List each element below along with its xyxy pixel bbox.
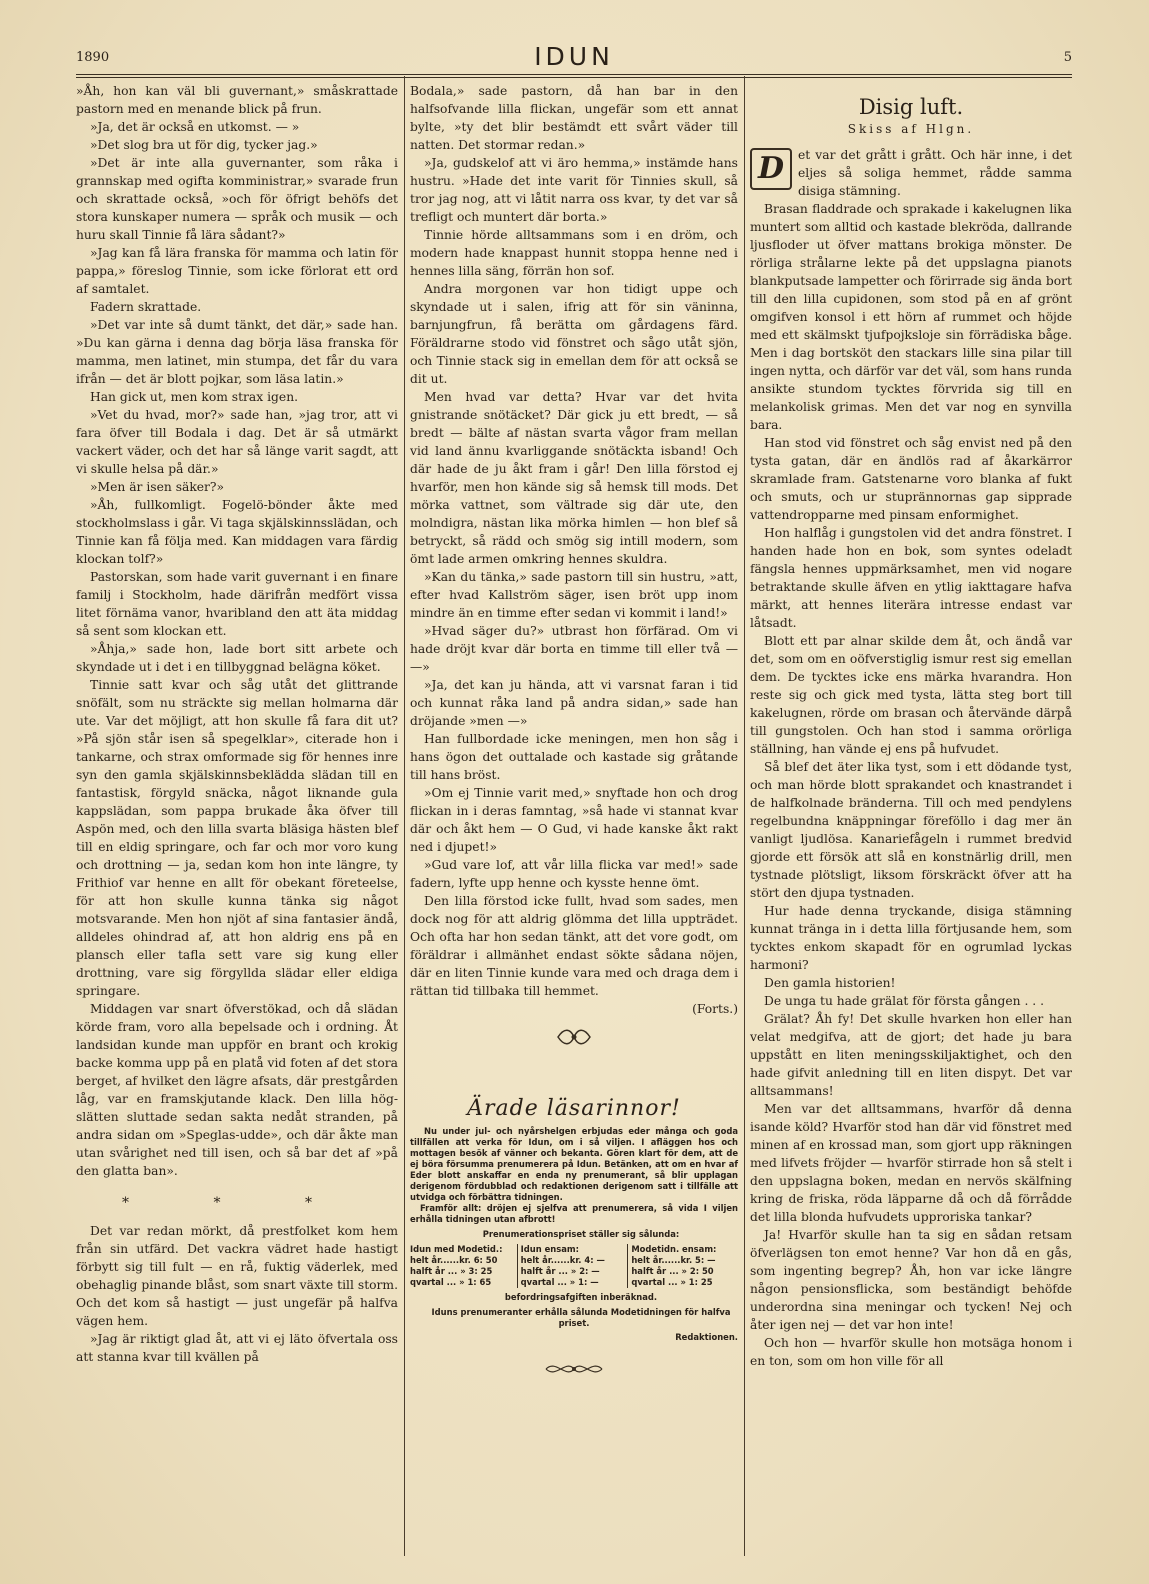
story-title: Disig luft. [858, 95, 964, 119]
paragraph: Men hvad var detta? Hvar var det hvita gnistrande snötäcket? Där gick ju ett bredt, — så bredt — bälte af nästan svarta vågor fram mellan vid land ännu kvarliggande snötäckta isband! Och där hade de ju åkt fram i går! Den lilla förstod ej hvarför, men hon kände sig så hemsk till mods. Det mörka vattnet, som vältrade sig där ute, den molndigra, nästan lika mörka himlen — hon blef så betryckt, så rädd och smög sig intill modern, som ömt lade armen omkring hennes skuldra. [410, 390, 738, 566]
paragraph: »Det slog bra ut för dig, tycker jag.» [90, 138, 318, 152]
header-rule [76, 74, 1072, 75]
price-cell: Idun med Modetid.: [410, 1244, 503, 1254]
notice-signature-row [410, 1332, 738, 1343]
price-cell: halft år ... » 2: — [520, 1266, 600, 1276]
paragraph: Hon halflåg i gungstolen vid det andra fönstret. I handen hade hon en bok, som syntes odeladt fängsla hennes uppmärksamhet, men vid nogare betraktande skulle äfven en ytlig iakttagare hafva märkt, att hennes literära intresse endast var låtsadt. [750, 526, 1072, 630]
price-cell: helt år......kr. 5: — [631, 1255, 716, 1265]
price-cell: qvartal ... » 1: 65 [410, 1277, 492, 1287]
paragraph: Han fullbordade icke meningen, men hon såg i hans ögon det outtalade och kastade sig gråtande till hans bröst. [410, 732, 738, 782]
price-cell: halft år ... » 3: 25 [410, 1266, 493, 1276]
story-byline: Skiss af Hlgn. [847, 122, 975, 136]
header-year: 1890 [76, 50, 110, 65]
paragraph: Tinnie satt kvar och såg utåt det glittrande snöfält, som nu sträckte sig mellan holmarna där ute. Var det möjligt, att hon skulle få fara dit ut? »På sjön står isen så spegelklar», citerade hon i tankarne, och strax omformade sig för hennes inre syn den gamla skjälskinnsbeklädda slädan till en fantastisk, förgyld snäcka, något liknande gula kappslädan, som pappa brukade åka öfver till Aspön med, och den lilla svarta bläsiga hästen blef till en eldig springare, och far och mor voro kung och drottning — ja, sedan kom hon inte längre, ty Frithiof var henne en allt för obekant företeelse, för att hon skulle kunna tänka sig något motsvarande. Men hon njöt af sina fantasier ändå, alldeles ohindrad af, att hon aldrig ens på en plansch eller tafla sett vare sig kung eller drottning, vare sig förgyllda slädar eller eldiga springare. [76, 678, 398, 998]
paragraph: »Åhja,» sade hon, lade bort sitt arbete och skyndade ut i det i en tillbyggnad belägna köket. [76, 642, 398, 674]
paragraph: »Vet du hvad, mor?» sade han, »jag tror, att vi fara öfver till Bodala i dag. Det är så utmärkt vackert väder, och det har så länge varit sagdt, att vi skulle helsa på där.» [76, 408, 398, 476]
paragraph: »Åh, hon kan väl bli guvernant,» småskrattade pastorn med en menande blick på frun. [76, 84, 398, 116]
paragraph: Den lilla förstod icke fullt, hvad som sades, men dock nog för att aldrig glömma det lilla uppträdet. Och ofta har hon sedan tänkt, att det vore godt, om föräldrar i allmänhet endast sökte sådana nöjen, där en liten Tinnie kunde vara med och draga dem i rättan tid tillbaka till hemmet. [410, 894, 738, 998]
masthead-title: IDUN [534, 42, 614, 71]
price-cell: qvartal ... » 1: — [520, 1277, 599, 1287]
paragraph: Pastorskan, som hade varit guvernant i en finare familj i Stockholm, hade därifrån medfört vissa litet förnäma vanor, hvaribland den att äta middag så sent som klockan ett. [76, 570, 398, 638]
paragraph: De unga tu hade grälat för första gången . . . [764, 994, 1044, 1008]
paragraph: Tinnie hörde alltsammans som i en dröm, och modern hade knappast hunnit stoppa henne ned i hennes lilla säng, förrän hon sof. [410, 228, 738, 278]
paragraph: »Kan du tänka,» sade pastorn till sin hustru, »att, efter hvad Kallström säger, isen bröt upp inom mindre än en timme efter sedan vi kommit i land!» [410, 570, 738, 620]
paragraph: Grälat? Åh fy! Det skulle hvarken hon eller han velat medgifva, att de gjort; det hade ju bara uppstått en liten meningsskiljaktighet, och den hade gifvit anledning till en liten dispyt. Det var alltsammans! [750, 1012, 1072, 1098]
paragraph: »Ja, det kan ju hända, att vi varsnat faran i tid och kunnat råka land på andra sidan,» sade han dröjande »men —» [410, 678, 738, 728]
paragraph: Så blef det äter lika tyst, som i ett dödande tyst, och man hörde blott sprakandet och knastrandet i de halfkolnade bränderna. Till och med pendylens regelbundna knäppningar föreföllo i dag mer än vanligt ljudlösa. Kanariefågeln i rummet bredvid gjorde ett försök att slå en konstnärlig drill, men tystnade plötsligt, liksom förskräckt öfver att ha stört den djupa tystnaden. [750, 760, 1072, 900]
price-table [410, 1244, 738, 1288]
paragraph: Ja! Hvarför skulle han ta sig en sådan retsam öfverlägsen ton emot henne? Var hon då en gås, som ingenting begrep? Åh, hon var icke längre någon pensionsflicka, som beständigt behöfde underordna sina meningar och tycken! Nej och åter igen nej — det var hon inte! [750, 1228, 1072, 1332]
fleuron-ornament-icon [554, 1026, 594, 1048]
paragraph: »Åh, fullkomligt. Fogelö-bönder åkte med stockholmslass i går. Vi taga skjälskinnsslädan, och Tinnie kan få följa med. Kan middagen vara färdig klockan tolf?» [76, 498, 398, 566]
header-rule-double [76, 77, 1072, 78]
paragraph [750, 146, 1072, 200]
paragraph: Andra morgonen var hon tidigt uppe och skyndade ut i salen, ifrig att för sin väninna, barnjungfrun, få berätta om gårdagens färd. Föräldrarne stodo vid fönstret och sågo utåt sjön, och Tinnie stack sig in emellan dem för att också se dit ut. [410, 282, 738, 386]
price-cell: helt år......kr. 6: 50 [410, 1255, 498, 1265]
notice-paragraph: Framför allt: dröjen ej sjelfva att prenumerera, så vida I viljen erhålla tidningen utan afbrott! [410, 1203, 738, 1224]
notice-signature: Redaktionen. [675, 1332, 738, 1342]
paragraph: Men var det alltsammans, hvarför då denna isande köld? Hvarför stod han där vid fönstret med minen af en krossad man, som gjort upp räkningen med lifvets fröjder — hvarför stirrade hon så stelt i den uppslagna boken, medan en nervös skälfning kring de friska, röda läpparne då och då förrådde det lilla blonda hufvudets upproriska tankar? [750, 1102, 1072, 1224]
notice-price-intro: Prenumerationspriset ställer sig sålunda: [482, 1229, 680, 1239]
paragraph: »Ja, det är också en utkomst. — » [90, 120, 300, 134]
page-number: 5 [1063, 50, 1072, 65]
notice-paragraph: Iduns prenumeranter erhålla sålunda Modetidningen för halfva priset. [431, 1307, 731, 1328]
paragraph: Han gick ut, men kom strax igen. [90, 390, 299, 404]
postage-note: befordringsafgiften inberäknad. [504, 1292, 658, 1302]
paragraph: »Jag är riktigt glad åt, att vi ej läto öfvertala oss att stanna kvar till kvällen på [76, 1332, 398, 1364]
drop-cap: D [750, 148, 792, 190]
paragraph: Och hon — hvarför skulle hon motsäga honom i en ton, som om hon ville för all [750, 1336, 1072, 1368]
paragraph: »Om ej Tinnie varit med,» snyftade hon och drog flickan in i deras famntag, »så hade vi stannat kvar där och åkt hem — O Gud, vi hade kanske åkt rakt ned i djupet!» [410, 786, 738, 854]
notice-paragraph: Nu under jul- och nyårshelgen erbjudas eder många och goda tillfällen att verka för Idun, om i så viljen. I afläggen hos och mottagen besök af vänner och bekanta. Gören klart för dem, att de ej böra försumma prenumerera på Idun. Betänken, att om en hvar af Eder blott anskaffar en enda ny prenumerant, så blir upplagan derigenom fördubblad och redaktionen derigenom satt i tillfälle att utvidga och förbättra tidningen. [410, 1126, 738, 1202]
subscription-notice [410, 1126, 738, 1343]
notice-title: Ärade läsarinnor! [467, 1096, 681, 1121]
paragraph: »Jag kan få lära franska för mamma och latin för pappa,» föreslog Tinnie, som icke förlorat ett ord af samtalet. [76, 246, 398, 296]
column-1 [76, 82, 398, 1366]
paragraph: Det var redan mörkt, då prestfolket kom hem från sin utfärd. Det vackra vädret hade hastigt förbytt sig till fult — en rå, fuktig väderlek, med obehaglig pinande blåst, som snart växte till storm. Och det kom så hastigt — just ungefär på halfva vägen hem. [76, 1224, 398, 1328]
price-cell: Idun ensam: [520, 1244, 579, 1254]
price-column [410, 1244, 517, 1288]
paragraph: »Gud vare lof, att vår lilla flicka var med!» sade fadern, lyfte upp henne och kysste henne ömt. [410, 858, 738, 890]
column-3 [750, 82, 1072, 1370]
paragraph: Bodala,» sade pastorn, då han bar in den halfsofvande lilla flickan, ungefär som ett annat bylte, »ty det blir bestämdt ett svårt väder till natten. Det stormar redan.» [410, 84, 738, 152]
paragraph: »Men är isen säker?» [90, 480, 225, 494]
paragraph: Fadern skrattade. [90, 300, 202, 314]
paragraph: Den gamla historien! [764, 976, 896, 990]
paragraph: »Det är inte alla guvernanter, som råka i grannskap med ogifta komministrar,» svarade frun och skrattade också, »och för öfrigt behöfs det stora kunskaper numera — språk och musik — och huru skall Tinnie få lära sådant?» [76, 156, 398, 242]
paragraph: Middagen var snart öfverstökad, och då slädan körde fram, voro alla bepelsade och i ordning. Åt landsidan kunde man uppför en brant och krokig backe komma upp på en platå vid foten af det stora berget, af hvilket den lägre afsats, där prestgården låg, var en framskjutande klack. Den lilla högslätten sluttade sedan sakta nedåt stranden, på andra sidan om »Speglas-udde», och där åkte man utan svårighet ned till isen, och så bar det af »på den glatta ban». [76, 1002, 398, 1178]
paragraph: »Det var inte så dumt tänkt, det där,» sade han. »Du kan gärna i denna dag börja läsa franska för mamma, men latinet, min stumpa, det får du vara ifrån — det är blott pojkar, som läsa latin.» [76, 318, 398, 386]
paragraph: »Ja, gudskelof att vi äro hemma,» instämde hans hustru. »Hade det inte varit för Tinnies skull, så tror jag nog, att vi låtit narra oss kvar, ty det var så trefligt och muntert där borta.» [410, 156, 738, 224]
paragraph: Hur hade denna tryckande, disiga stämning kunnat tränga in i detta lilla förtjusande hem, som tycktes enkom skapadt för en ogrumlad lyckas harmoni? [750, 904, 1072, 972]
price-column [517, 1244, 628, 1288]
closing-ornament-icon [544, 1357, 604, 1381]
paragraph: Brasan fladdrade och sprakade i kakelugnen lika muntert som alltid och kastade blekröda, dallrande ljusfloder ut öfver mattans brokiga mönster. De rörliga strålarne lekte på det uppslagna pianots blankputsade lampetter och förirrade sig ända bort till den lilla cupidonen, som stod på en af grönt omgifven konsol i ett hörn af rummet och höjde med ett skälmskt tjufpojksloje sin förrädiska båge. Men i dag bortsköt den stackars lille sina pilar till ingen nytta, och därför var det väl, som hans runda ansikte stundom tycktes förvrida sig till en melankolisk grimas. Men det var nog en synvilla bara. [750, 202, 1072, 432]
paragraph: Han stod vid fönstret och såg envist ned på den tysta gatan, där en ändlös rad af åkarkärror skramlade fram. Gatstenarne voro blanka af fukt och smuts, och ur stuprännornas gap sipprade vattendropparne med pinsam enformighet. [750, 436, 1072, 522]
paragraph: »Hvad säger du?» utbrast hon förfärad. Om vi hade dröjt kvar där borta en timme till eller två — —» [410, 624, 738, 674]
paragraph: Blott ett par alnar skilde dem åt, och ändå var det, som om en oöfverstiglig ismur rest sig emellan dem. De tycktes icke ens märka hvarandra. Hon reste sig och gick med tysta, lätta steg bort till kakelugnen, rörde om brasan och återvände därpå till gungstolen. Och han stod i samma orörliga ställning, han vände ej ens på hufvudet. [750, 634, 1072, 756]
price-cell: helt år......kr. 4: — [520, 1255, 605, 1265]
first-paragraph-text: et var det grått i grått. Och här inne, i det eljes så soliga hemmet, rådde samma disiga stämning. [798, 148, 1072, 198]
price-cell: halft år ... » 2: 50 [631, 1266, 714, 1276]
column-divider-2 [744, 76, 745, 1556]
price-cell: Modetidn. ensam: [631, 1244, 717, 1254]
continued-note: (Forts.) [692, 1002, 738, 1016]
column-2 [410, 82, 738, 1381]
column-divider-1 [404, 76, 405, 1556]
section-break-stars: * * * [122, 1195, 352, 1211]
price-cell: qvartal ... » 1: 25 [631, 1277, 713, 1287]
page-header [76, 44, 1072, 74]
price-column [627, 1244, 738, 1288]
